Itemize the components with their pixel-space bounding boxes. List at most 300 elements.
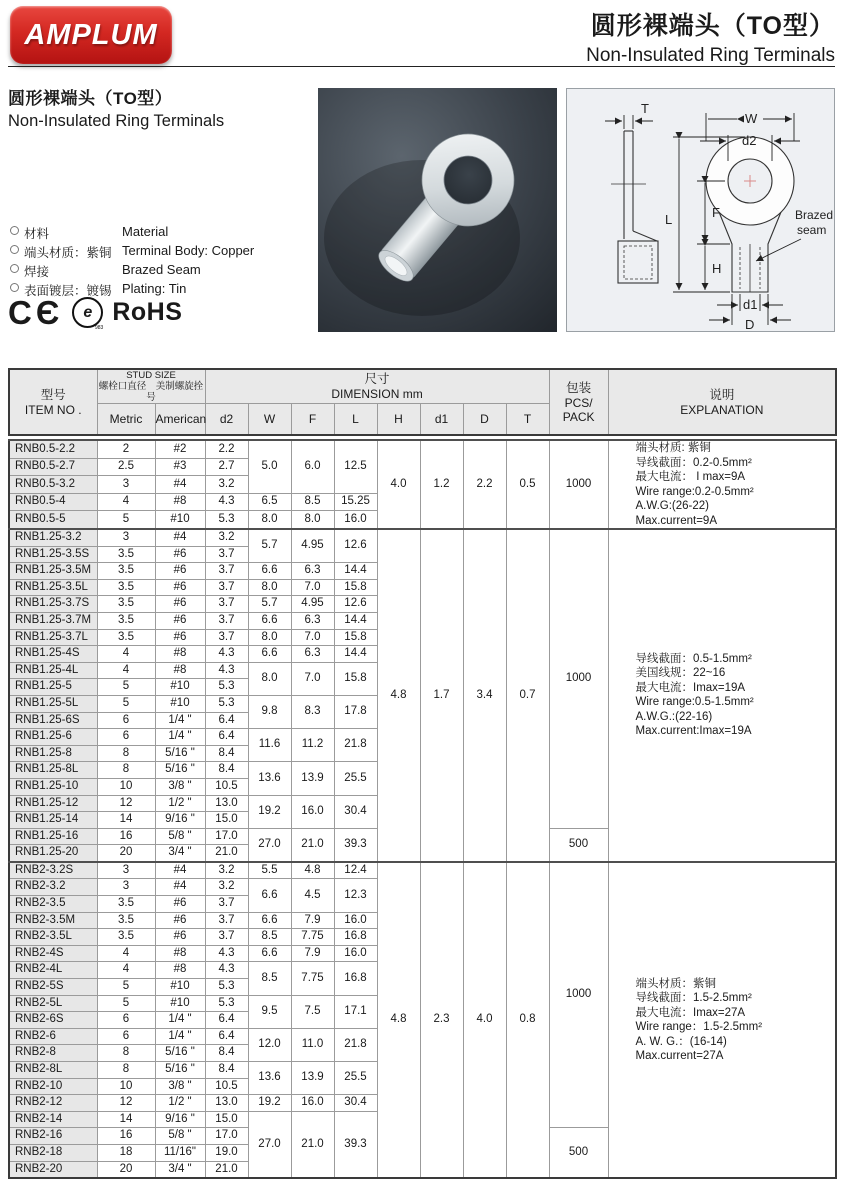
metric-cell: 4 [97,962,155,979]
american-cell: 1/4 " [155,729,205,746]
l-cell: 21.8 [334,729,377,762]
d2-cell: 3.2 [205,529,248,546]
d2-cell: 13.0 [205,1095,248,1112]
american-cell: #10 [155,995,205,1012]
col-header-explanation: 说明 EXPLANATION [608,369,836,435]
t-cell: 0.7 [506,529,549,862]
item-cell: RNB2-6 [9,1028,97,1045]
item-cell: RNB1.25-3.7M [9,612,97,629]
d2-cell: 8.4 [205,745,248,762]
explanation-line: Max.current=9A [635,514,717,527]
l-cell: 39.3 [334,1111,377,1178]
explanation-line: 导线截面：0.2-0.5mm² [635,456,752,469]
d2-cell: 8.4 [205,1045,248,1062]
metric-cell: 16 [97,828,155,845]
bullet-icon [10,283,19,292]
explanation-line: Max.current=27A [635,1050,724,1063]
material-item [8,262,313,281]
metric-cell: 14 [97,812,155,829]
h-cell: 4.8 [377,862,420,1178]
item-cell: RNB2-3.5M [9,912,97,929]
american-cell: 5/8 " [155,828,205,845]
metric-cell: 5 [97,679,155,696]
item-cell: RNB2-16 [9,1128,97,1145]
d-cell: 3.4 [463,529,506,862]
page-title [586,6,835,67]
american-cell: #6 [155,546,205,563]
metric-cell: 3.5 [97,546,155,563]
d2-cell: 15.0 [205,812,248,829]
item-cell: RNB1.25-12 [9,795,97,812]
explanation-line: 端头材质：紫铜 [635,977,716,990]
american-cell: #10 [155,695,205,712]
w-cell: 6.6 [248,945,291,962]
metric-cell: 5 [97,511,155,529]
d2-cell: 3.2 [205,879,248,896]
w-cell: 6.6 [248,646,291,663]
t-cell: 0.8 [506,862,549,1178]
d-cell: 4.0 [463,862,506,1178]
material-en: Plating: Tin [122,281,187,296]
product-heading [8,84,308,131]
american-cell: #8 [155,646,205,663]
d2-cell: 3.7 [205,912,248,929]
w-cell: 6.6 [248,912,291,929]
metric-cell: 3.5 [97,929,155,946]
f-cell: 7.0 [291,579,334,596]
american-cell: #2 [155,440,205,458]
d2-cell: 6.4 [205,729,248,746]
col-header-l: L [334,404,377,436]
american-cell: 9/16 " [155,1111,205,1128]
item-cell: RNB2-4L [9,962,97,979]
d2-cell: 3.7 [205,612,248,629]
d2-cell: 5.3 [205,679,248,696]
f-cell: 11.0 [291,1028,334,1061]
f-cell: 6.3 [291,563,334,580]
item-cell: RNB2-18 [9,1144,97,1161]
d2-cell: 21.0 [205,845,248,862]
d2-cell: 4.3 [205,662,248,679]
item-cell: RNB1.25-3.2 [9,529,97,546]
american-cell: #6 [155,563,205,580]
amplum-logo [10,6,172,64]
w-cell: 11.6 [248,729,291,762]
metric-cell: 6 [97,1012,155,1029]
l-cell: 25.5 [334,762,377,795]
item-cell: RNB2-12 [9,1095,97,1112]
material-item [8,224,313,243]
metric-cell: 3 [97,862,155,879]
american-cell: #8 [155,962,205,979]
f-cell: 6.0 [291,440,334,493]
material-zh: 材料 [24,227,50,241]
svg-text:D: D [745,317,755,332]
d2-cell: 19.0 [205,1144,248,1161]
f-cell: 21.0 [291,828,334,862]
header-divider [8,66,835,67]
d2-cell: 6.4 [205,1012,248,1029]
h-cell: 4.8 [377,529,420,862]
american-cell: #6 [155,612,205,629]
metric-cell: 4 [97,493,155,511]
item-cell: RNB1.25-3.5S [9,546,97,563]
item-cell: RNB1.25-3.7L [9,629,97,646]
metric-cell: 10 [97,1078,155,1095]
f-cell: 16.0 [291,1095,334,1112]
metric-cell: 20 [97,845,155,862]
d2-cell: 5.3 [205,979,248,996]
side-view [611,131,658,283]
spec-table-body-table [8,439,837,1179]
col-header-american: American [155,404,205,436]
l-cell: 16.0 [334,945,377,962]
american-cell: 3/8 " [155,778,205,795]
d2-cell: 3.7 [205,929,248,946]
col-header-w: W [248,404,291,436]
d2-cell: 17.0 [205,1128,248,1145]
item-cell: RNB1.25-8L [9,762,97,779]
l-cell: 30.4 [334,1095,377,1112]
l-cell: 12.4 [334,862,377,879]
american-cell: #6 [155,596,205,613]
material-zh: 焊接 [24,265,50,279]
table-row [9,440,836,458]
metric-cell: 12 [97,795,155,812]
explanation-line: 美国线规：22~16 [635,667,726,680]
d2-cell: 2.7 [205,458,248,476]
col-header-item: 型号 ITEM NO . [9,369,97,435]
l-cell: 25.5 [334,1062,377,1095]
w-cell: 6.6 [248,563,291,580]
metric-cell: 3.5 [97,896,155,913]
col-header-dimension: 尺寸 DIMENSION mm [205,369,549,404]
material-en: Terminal Body: Copper [122,243,255,258]
d2-cell: 3.7 [205,546,248,563]
metric-cell: 6 [97,712,155,729]
metric-cell: 20 [97,1161,155,1178]
d2-cell: 3.2 [205,862,248,879]
metric-cell: 18 [97,1144,155,1161]
item-cell: RNB0.5-3.2 [9,476,97,494]
american-cell: #4 [155,862,205,879]
w-cell: 6.6 [248,879,291,912]
svg-text:L: L [665,212,673,227]
svg-text:F: F [712,205,720,220]
l-cell: 39.3 [334,828,377,862]
item-cell: RNB2-5S [9,979,97,996]
explanation-cell [608,440,836,529]
page-title-en: Non-Insulated Ring Terminals [586,45,835,66]
d2-cell: 17.0 [205,828,248,845]
w-cell: 9.8 [248,695,291,728]
l-cell: 30.4 [334,795,377,828]
bullet-icon [10,245,19,254]
col-header-stud-size: STUD SIZE 螺栓口直径 美制螺旋拴号 [98,370,204,403]
l-cell: 14.4 [334,646,377,663]
metric-cell: 3.5 [97,596,155,613]
metric-cell: 3.5 [97,563,155,580]
logo-text: AMPLUM [24,18,158,51]
svg-text:d2: d2 [742,133,757,148]
american-cell: 11/16" [155,1144,205,1161]
metric-cell: 5 [97,995,155,1012]
american-cell: 1/4 " [155,1028,205,1045]
item-cell: RNB2-5L [9,995,97,1012]
col-header-t: T [506,404,549,436]
svg-text:Brazed: Brazed [795,208,834,222]
d2-cell: 6.4 [205,712,248,729]
w-cell: 8.5 [248,962,291,995]
l-cell: 21.8 [334,1028,377,1061]
svg-text:seam: seam [797,223,827,237]
american-cell: 3/8 " [155,1078,205,1095]
material-en: Brazed Seam [122,262,201,277]
item-cell: RNB2-20 [9,1161,97,1178]
explanation-line: 导线截面：1.5-2.5mm² [635,992,752,1005]
item-cell: RNB1.25-3.5L [9,579,97,596]
w-cell: 9.5 [248,995,291,1028]
item-cell: RNB0.5-2.7 [9,458,97,476]
d2-cell: 5.3 [205,695,248,712]
metric-cell: 3 [97,529,155,546]
metric-cell: 8 [97,1045,155,1062]
american-cell: 5/16 " [155,762,205,779]
american-cell: #4 [155,879,205,896]
col-header-d1: d1 [420,404,463,436]
w-cell: 19.2 [248,795,291,828]
item-cell: RNB0.5-5 [9,511,97,529]
metric-cell: 3.5 [97,612,155,629]
w-cell: 8.0 [248,511,291,529]
metric-cell: 2.5 [97,458,155,476]
svg-text:W: W [745,111,758,126]
american-cell: 3/4 " [155,1161,205,1178]
l-cell: 16.0 [334,912,377,929]
american-cell: 1/4 " [155,712,205,729]
american-cell: #4 [155,476,205,494]
col-header-h: H [377,404,420,436]
metric-cell: 16 [97,1128,155,1145]
american-cell: #6 [155,629,205,646]
product-heading-zh: 圆形裸端头（TO型） [8,89,173,108]
spec-table-header [8,368,837,436]
material-zh: 端头材质：紫铜 [24,246,112,260]
d2-cell: 13.0 [205,795,248,812]
american-cell: 1/4 " [155,1012,205,1029]
d2-cell: 2.2 [205,440,248,458]
american-cell: #6 [155,929,205,946]
item-cell: RNB1.25-8 [9,745,97,762]
w-cell: 8.0 [248,662,291,695]
american-cell: 1/2 " [155,795,205,812]
metric-cell: 4 [97,662,155,679]
item-cell: RNB2-4S [9,945,97,962]
american-cell: #10 [155,511,205,529]
f-cell: 8.0 [291,511,334,529]
svg-text:H: H [712,261,722,276]
f-cell: 7.75 [291,962,334,995]
l-cell: 15.8 [334,662,377,695]
metric-cell: 5 [97,695,155,712]
metric-cell: 4 [97,646,155,663]
metric-cell: 8 [97,745,155,762]
f-cell: 7.75 [291,929,334,946]
american-cell: #8 [155,662,205,679]
d2-cell: 3.7 [205,896,248,913]
d2-cell: 6.4 [205,1028,248,1045]
metric-cell: 3.5 [97,579,155,596]
material-list [8,224,313,300]
l-cell: 16.8 [334,962,377,995]
col-header-f: F [291,404,334,436]
item-cell: RNB1.25-5L [9,695,97,712]
item-cell: RNB1.25-5 [9,679,97,696]
explanation-line: 最大电流：Imax=27A [635,1006,746,1019]
ring-terminal-photo [318,88,557,332]
w-cell: 27.0 [248,828,291,862]
w-cell: 6.6 [248,612,291,629]
f-cell: 6.3 [291,646,334,663]
w-cell: 5.5 [248,862,291,879]
table-row [9,862,836,879]
item-cell: RNB1.25-20 [9,845,97,862]
w-cell: 5.7 [248,596,291,613]
d2-cell: 10.5 [205,1078,248,1095]
item-cell: RNB2-14 [9,1111,97,1128]
d2-cell: 3.7 [205,579,248,596]
explanation-line: Wire range：1.5-2.5mm² [635,1021,763,1034]
pcs-cell: 500 [549,1128,608,1178]
d-cell: 2.2 [463,440,506,529]
metric-cell: 2 [97,440,155,458]
metric-cell: 8 [97,762,155,779]
american-cell: #10 [155,679,205,696]
american-cell: #8 [155,945,205,962]
d2-cell: 5.3 [205,995,248,1012]
metric-cell: 6 [97,729,155,746]
item-cell: RNB0.5-4 [9,493,97,511]
d2-cell: 4.3 [205,493,248,511]
d2-cell: 4.3 [205,646,248,663]
item-cell: RNB1.25-3.7S [9,596,97,613]
w-cell: 19.2 [248,1095,291,1112]
metric-cell: 8 [97,1062,155,1079]
material-zh: 表面镀层：镀锡 [24,284,112,298]
f-cell: 21.0 [291,1111,334,1178]
d1-cell: 2.3 [420,862,463,1178]
explanation-line: 最大电流： I max=9A [635,471,746,483]
l-cell: 16.0 [334,511,377,529]
item-cell: RNB1.25-10 [9,778,97,795]
d2-cell: 3.7 [205,563,248,580]
w-cell: 6.5 [248,493,291,511]
metric-cell: 10 [97,778,155,795]
w-cell: 27.0 [248,1111,291,1178]
explanation-line: A.W.G.:(22-16) [635,710,713,723]
item-cell: RNB1.25-16 [9,828,97,845]
d2-cell: 8.4 [205,762,248,779]
american-cell: 5/16 " [155,1062,205,1079]
american-cell: #6 [155,579,205,596]
f-cell: 13.9 [291,762,334,795]
explanation-line: Wire range:0.2-0.5mm² [635,485,754,498]
d1-cell: 1.2 [420,440,463,529]
d2-cell: 3.2 [205,476,248,494]
d2-cell: 4.3 [205,962,248,979]
item-cell: RNB0.5-2.2 [9,440,97,458]
spec-table [8,368,835,1179]
item-cell: RNB2-3.2S [9,862,97,879]
american-cell: #8 [155,493,205,511]
explanation-line: Wire range:0.5-1.5mm² [635,696,754,709]
col-header-d: D [463,404,506,436]
table-row [9,529,836,546]
l-cell: 15.8 [334,579,377,596]
h-cell: 4.0 [377,440,420,529]
item-cell: RNB1.25-3.5M [9,563,97,580]
item-cell: RNB2-10 [9,1078,97,1095]
d2-cell: 4.3 [205,945,248,962]
quality-mark-icon: e 983 [72,297,103,328]
item-cell: RNB1.25-6 [9,729,97,746]
product-heading-en: Non-Insulated Ring Terminals [8,112,225,130]
item-cell: RNB2-8 [9,1045,97,1062]
f-cell: 11.2 [291,729,334,762]
f-cell: 8.3 [291,695,334,728]
l-cell: 17.8 [334,695,377,728]
w-cell: 13.6 [248,762,291,795]
d2-cell: 3.7 [205,629,248,646]
american-cell: 5/16 " [155,1045,205,1062]
item-cell: RNB1.25-4L [9,662,97,679]
explanation-line: 最大电流：Imax=19A [635,681,746,694]
metric-cell: 6 [97,1028,155,1045]
t-cell: 0.5 [506,440,549,529]
bullet-icon [10,226,19,235]
w-cell: 13.6 [248,1062,291,1095]
l-cell: 12.5 [334,440,377,493]
f-cell: 4.5 [291,879,334,912]
metric-cell: 3 [97,476,155,494]
explanation-line: Max.current:Imax=19A [635,725,752,738]
pcs-cell: 1000 [549,529,608,828]
d2-cell: 5.3 [205,511,248,529]
w-cell: 5.7 [248,529,291,563]
item-cell: RNB2-3.2 [9,879,97,896]
american-cell: #6 [155,896,205,913]
col-header-pack: 包装 PCS/ PACK [549,369,608,435]
d2-cell: 15.0 [205,1111,248,1128]
svg-text:T: T [641,101,649,116]
ce-mark-icon: CЄ [8,293,64,331]
w-cell: 5.0 [248,440,291,493]
pcs-cell: 500 [549,828,608,862]
american-cell: 3/4 " [155,845,205,862]
explanation-line: 端头材质: 紫铜 [635,442,711,454]
w-cell: 8.0 [248,579,291,596]
certifications [8,293,183,331]
item-cell: RNB2-8L [9,1062,97,1079]
svg-text:d1: d1 [743,297,758,312]
explanation-cell [608,529,836,862]
explanation-cell [608,862,836,1178]
t-dimension [605,115,653,129]
f-cell: 4.95 [291,529,334,563]
l-cell: 14.4 [334,563,377,580]
material-item [8,243,313,262]
l-cell: 12.3 [334,879,377,912]
